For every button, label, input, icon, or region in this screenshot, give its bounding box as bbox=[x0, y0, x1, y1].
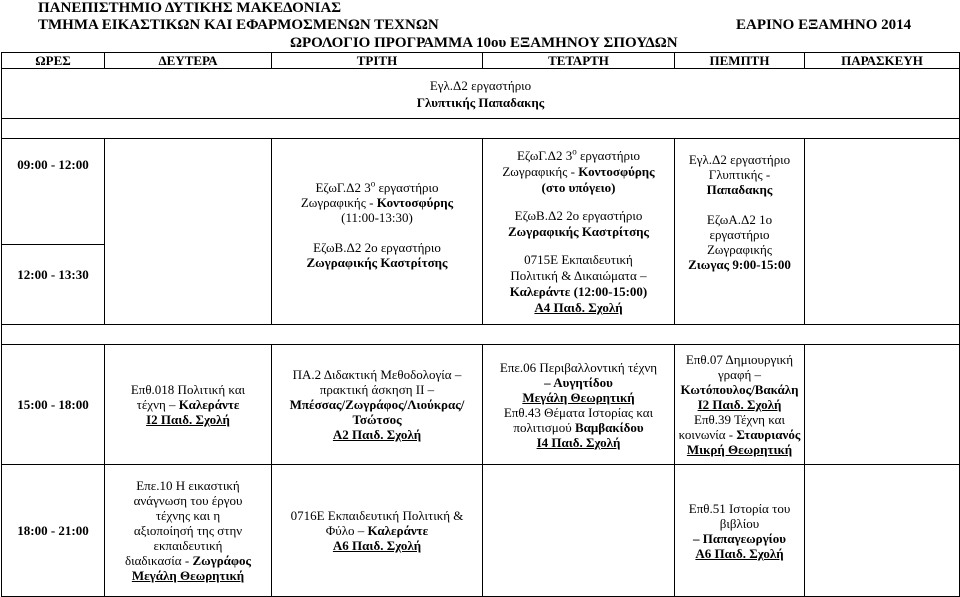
course-line: Γλυπτικής - Παπαδακης bbox=[706, 166, 773, 197]
course-line: Ζωγραφικής - Κοντοσφύρης bbox=[502, 163, 655, 179]
university-title: ΠΑΝΕΠΙΣΤΗΜΙΟ ΔΥΤΙΚΗΣ ΜΑΚΕΔΟΝΙΑΣ bbox=[38, 0, 342, 16]
cell-wed-morning bbox=[483, 139, 675, 325]
col-header-monday: ΔΕΥΤΕΡΑ bbox=[105, 53, 272, 69]
course-line: – Παπαγεωργίου bbox=[693, 530, 786, 546]
course-line: Επθ.018 Πολιτική και bbox=[130, 382, 246, 397]
course-line: Τσώτσος bbox=[352, 412, 402, 427]
cell-tue-morning bbox=[272, 139, 483, 325]
course-line: Μεγάλη Θεωρητική bbox=[131, 568, 245, 583]
course-line: Επθ.43 Θέματα Ιστορίας και bbox=[503, 404, 654, 420]
course-line: Α6 Παιδ. Σχολή bbox=[695, 545, 784, 561]
course-line: τέχνη – Καλεράντε bbox=[136, 397, 240, 412]
col-header-hours: ΩΡΕΣ bbox=[2, 53, 105, 69]
cell-wed-15 bbox=[483, 345, 675, 465]
cell-thu-18 bbox=[675, 465, 805, 597]
cell-mon-morning bbox=[105, 139, 272, 325]
col-header-friday: ΠΑΡΑΣΚΕΥΗ bbox=[805, 53, 960, 69]
cell-tue-18 bbox=[272, 465, 483, 597]
course-line: Καλεράντε (12:00-15:00) bbox=[509, 283, 648, 299]
banner-cell bbox=[2, 69, 960, 119]
course-line: Εγλ.Δ2 εργαστήριο bbox=[688, 151, 791, 167]
cell-fri-18 bbox=[805, 465, 960, 597]
course-line: εκπαιδευτική bbox=[153, 538, 223, 553]
cell-fri-15 bbox=[805, 345, 960, 465]
course-line: Επε.06 Περιβαλλοντική τέχνη bbox=[499, 359, 658, 375]
col-header-tuesday: ΤΡΙΤΗ bbox=[272, 53, 483, 69]
cell-wed-18 bbox=[483, 465, 675, 597]
course-line: Φύλο – Καλεράντε bbox=[325, 523, 429, 538]
course-line: Μπέσσας/Ζωγράφος/Λιούκρας/ bbox=[289, 397, 465, 412]
spacer-cell bbox=[2, 119, 960, 139]
cell-mon-15 bbox=[105, 345, 272, 465]
course-line: (11:00-13:30) bbox=[341, 209, 413, 225]
spacer-row bbox=[2, 325, 960, 345]
course-line: Ι2 Παιδ. Σχολή bbox=[146, 412, 230, 427]
course-line: Ζωγραφικής - Κοντοσφύρης bbox=[300, 194, 454, 210]
cell-tue-15 bbox=[272, 345, 483, 465]
cell-thu-morning bbox=[675, 139, 805, 325]
course-line: Κωτόπουλος/Βακάλη bbox=[680, 382, 799, 397]
cell-thu-15 bbox=[675, 345, 805, 465]
spacer-cell bbox=[2, 325, 960, 345]
course-line: – Αυγητίδου bbox=[544, 374, 613, 390]
timetable-header-row bbox=[2, 53, 960, 69]
course-line: αξιοποίησή της στην bbox=[133, 523, 243, 538]
course-line: Επθ.39 Τέχνη και bbox=[694, 412, 785, 427]
course-line: Ζωγραφικής bbox=[706, 241, 773, 257]
time-cell: 12:00 - 13:30 bbox=[2, 245, 105, 325]
course-line: Α6 Παιδ. Σχολή bbox=[332, 538, 422, 553]
col-header-thursday: ΠΕΜΠΤΗ bbox=[675, 53, 805, 69]
cell-fri-morning bbox=[805, 139, 960, 325]
course-line: (στο υπόγειο) bbox=[541, 179, 616, 195]
course-line: Α4 Παιδ. Σχολή bbox=[534, 299, 623, 315]
row-afternoon-2 bbox=[2, 465, 960, 597]
semester-label: ΕΑΡΙΝΟ ΕΞΑΜΗΝΟ 2014 bbox=[736, 17, 912, 33]
time-cell: 09:00 - 12:00 bbox=[2, 139, 105, 245]
course-line: Ζιωγας 9:00-15:00 bbox=[688, 256, 791, 272]
course-line: Μικρή Θεωρητική bbox=[686, 442, 793, 457]
course-line: Ι4 Παιδ. Σχολή bbox=[536, 434, 621, 450]
course-line: τέχνης και η bbox=[155, 508, 221, 523]
schedule-title: ΩΡΟΛΟΓΙΟ ΠΡΟΓΡΑΜΜΑ 10ου ΕΞΑΜΗΝΟΥ ΣΠΟΥΔΩΝ bbox=[290, 35, 678, 51]
course-line: ΕζωΒ.Δ2 2ο εργαστήριο bbox=[514, 207, 643, 223]
course-line: Μεγάλη Θεωρητική bbox=[522, 389, 635, 405]
course-line: 0715Ε Εκπαιδευτική bbox=[524, 251, 633, 267]
course-line: Ζωγραφικής Καστρίτσης bbox=[507, 223, 650, 239]
course-line: Πολιτική & Δικαιώματα – bbox=[510, 267, 647, 283]
course-line: διαδικασία - Ζωγράφος bbox=[124, 553, 252, 568]
banner-line-2: Γλυπτικής Παπαδακης bbox=[416, 94, 545, 110]
col-header-wednesday: ΤΕΤΑΡΤΗ bbox=[483, 53, 675, 69]
course-line: Α2 Παιδ. Σχολή bbox=[332, 427, 422, 442]
course-line: πρακτική άσκηση ΙΙ – bbox=[319, 382, 435, 397]
course-line: 0716Ε Εκπαιδευτική Πολιτική & bbox=[290, 508, 464, 523]
course-line: ΕζωΓ.Δ2 $3^o$ εργαστήριο bbox=[516, 146, 640, 163]
banner-line-1: Εγλ.Δ2 εργαστήριο bbox=[429, 77, 532, 93]
department-title: ΤΜΗΜΑ ΕΙΚΑΣΤΙΚΩΝ ΚΑΙ ΕΦΑΡΜΟΣΜΕΝΩΝ ΤΕΧΝΩΝ bbox=[38, 17, 439, 33]
course-line: κοινωνία - Σταυριανός bbox=[678, 427, 801, 442]
course-line: Ι2 Παιδ. Σχολή bbox=[697, 397, 782, 412]
row-afternoon-1 bbox=[2, 345, 960, 465]
timetable bbox=[1, 52, 960, 597]
banner-row bbox=[2, 69, 960, 119]
cell-mon-18 bbox=[105, 465, 272, 597]
course-line: Επθ.07 Δημιουργική bbox=[685, 352, 794, 367]
course-line: ΕζωΒ.Δ2 2ο εργαστήριο bbox=[313, 239, 441, 255]
time-cell: 18:00 - 21:00 bbox=[2, 465, 105, 597]
course-line: πολιτισμού Βαμβακίδου bbox=[513, 419, 644, 435]
course-line: γραφή – bbox=[717, 367, 762, 382]
spacer-row bbox=[2, 119, 960, 139]
course-line: ανάγνωση του έργου bbox=[133, 493, 243, 508]
course-line: ΕζωΓ.Δ2 $3^o$ εργαστήριο bbox=[315, 178, 439, 195]
course-line: Επθ.51 Ιστορία του βιβλίου bbox=[688, 500, 791, 531]
time-cell: 15:00 - 18:00 bbox=[2, 345, 105, 465]
course-line: Επε.10 Η εικαστική bbox=[136, 478, 240, 493]
course-line: ΕζωΑ.Δ2 1ο εργαστήριο bbox=[706, 211, 773, 242]
course-line: Ζωγραφικής Καστρίτσης bbox=[306, 254, 448, 270]
row-morning-1 bbox=[2, 139, 960, 245]
course-line: ΠΑ.2 Διδακτική Μεθοδολογία – bbox=[292, 367, 462, 382]
